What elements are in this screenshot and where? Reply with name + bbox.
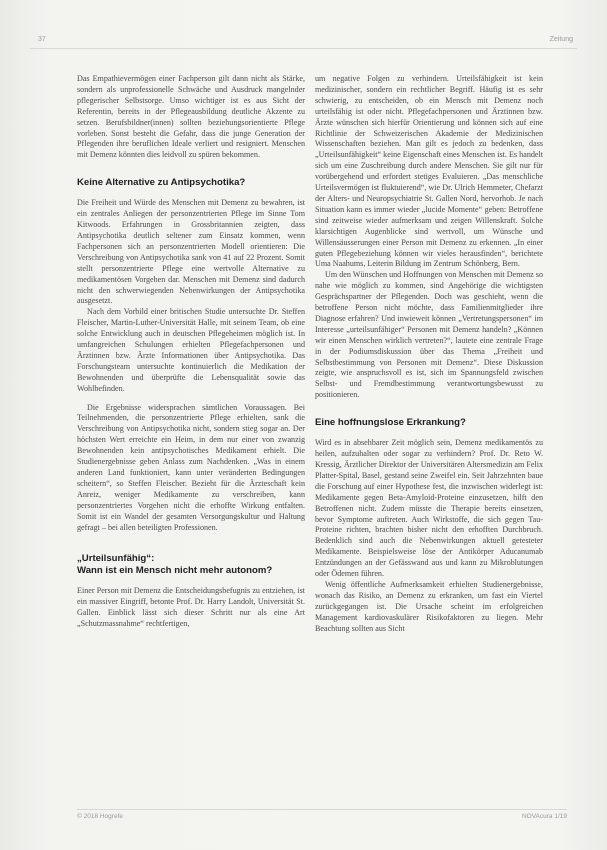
paragraph: Wird es in absehbarer Zeit möglich sein, Demenz medikamentös zu heilen, aufzuhalten oder sogar zu verhindern? Prof. Dr. Reto W. Kressig, Ärztlicher Direktor der Universitären Altersmedizin am Felix Platter-Spital, Basel, gestand seine Zweifel ein. Seit Jahrzehnten baue die Forschung auf einer Hypothese fest, die inzwischen widerlegt ist: Medikamente gegen Beta-Amyloid-Proteine einzusetzen, hilft den Betroffenen nicht. Zudem müsste die Therapie bereits einsetzen, bevor Symptome auftreten. Auch Wirkstoffe, die sich gegen Tau-Proteine richten, brachten bisher nicht den erhofften Durchbruch. Bedenklich sind auch die Nebenwirkungen aktuell getesteter Medikamente. Beispielsweise löse der Antikörper Aducanumab Entzündungen an der Gefässwand aus und kann zu Mikroblutungen oder Ödemen führen. — [315, 438, 543, 579]
paragraph: Wenig öffentliche Aufmerksamkeit erhielten Studienergebnisse, wonach das Risiko, an Demenz zu erkranken, um fast ein Viertel zurückgegangen ist. Die Ursache scheint im erfolgreichen Management kardiovaskulärer Risikofaktoren zu liegen. Mehr Beachtung sollten aus Sicht — [315, 579, 543, 633]
section-heading: Wann ist ein Mensch nicht mehr autonom? — [77, 565, 273, 577]
page-number: 37 — [38, 36, 46, 43]
paragraph: Die Freiheit und Würde des Menschen mit Demenz zu bewahren, ist ein zentrales Anliegen der personzentrierten Pflege im Sinne Tom Kitwoods. Erfahrungen in Grossbritannien zeigten, dass Antipsychotika deutlich seltener zum Einsatz kommen, wenn Fachpersonen sich an personzentrierten Modell orientieren: Die Verschreibung von Antipsychotika sank von 41 auf 22 Prozent. Somit stellt personzentrierte Pflege eine wertvolle Alternative zu medikamentösen Vorgehen dar. Menschen mit Demenz sind dadurch nicht den schwerwiegenden Nebenwirkungen der Antipsychotika ausgesetzt. — [77, 198, 305, 306]
footer-rule — [77, 809, 567, 810]
copyright: © 2018 Hogrefe — [77, 813, 123, 820]
paragraph: Nach dem Vorbild einer britischen Studie untersuchte Dr. Steffen Fleischer, Martin-Luther-Universität Halle, mit seinem Team, ob eine solche Entwicklung auch in deutschen Pflegeheimen möglich ist. In umfangreichen Schulungen erhielten Pflegefachpersonen und Ärztinnen bzw. Ärzte Informationen über Antipsychotika. Das Forschungsteam untersuchte kontinuierlich die Medikation der Bewohnenden und überprüfte die Lebensqualität sowie das Wohlbefinden. — [77, 307, 305, 393]
paragraph: Die Ergebnisse widersprachen sämtlichen Voraussagen. Bei Teilnehmenden, die personzentrierte Pflege erhielten, sank die Verschreibung von Antipsychotika nicht, sondern stieg sogar an. Der höchsten Wert erreichte ein Heim, in dem nur einer von zwanzig Bewohnenden kein antipsychotisches Medikament erhielt. Die Studienergebnisse geben Anlass zum Nachdenken. „Was in einem anderen Land funktioniert, kann unter veränderten Bedingungen scheitern“, so Steffen Fleischer. Bezieht für die Ärzteschaft kein Anreiz, weniger Medikamente zu verschreiben, kann personzentriertes Vorgehen nicht die erhoffte Wirkung entfalten. Somit ist ein Wandel der gesamten Versorgungskultur und Haltung gefragt – bei allen beteiligten Professionen. — [77, 402, 305, 532]
running-header — [30, 36, 577, 49]
right-column — [315, 74, 543, 635]
paragraph: um negative Folgen zu verhindern. Urteilsfähigkeit ist kein medizinischer, sondern ein rechtlicher Begriff. Häufig ist es sehr schwierig, zu entscheiden, ob ein Mensch mit Demenz noch urteilsfähig ist oder nicht. Pflegefachpersonen und Ärztinnen bzw. Ärzte wünschen sich hierfür Orientierung und können sich auf eine Richtlinie der Schweizerischen Akademie der Medizinischen Wissenschaften beziehen. Man gilt es jedoch zu bedenken, dass „Urteilsunfähigkeit“ keine Eigenschaft eines Menschen ist. Es handelt sich um eine Zuschreibung durch andere Menschen. Sie gilt nur für vorübergehend und erfordert stetiges Evaluieren. „Das menschliche Urteilsvermögen ist fluktuierend“, wie Dr. Ulrich Hemmeter, Chefarzt der Alters- und Neuropsychiatrie St. Gallen Nord, hervorhob. Je nach Situation kann es immer wieder „lucide Momente“ geben: Betroffene sind zeitweise wieder aufmerksam und zeigen Willenskraft. Solche klarsichtigen Augenblicke sind wertvoll, um Wünsche und Willensäusserungen einer Person mit Demenz zu erkennen. „In einer guten Pflegebeziehung können wir vieles herausfinden“, berichtete Uma Naahums, Leiterin Bildung im Zentrum Schönberg, Bern. — [315, 74, 543, 269]
paragraph: Das Empathievermögen einer Fachperson gilt dann nicht als Stärke, sondern als unprofessionelle Schwäche und Ausdruck mangelnder pflegerischer Selbstsorge. Umso wichtiger ist es aus Sicht der Referentin, bereits in der Pflegeausbildung deutliche Akzente zu setzen. Berufsbildner(innen) sollten beziehungsorientierte Pflege vorleben. Sonst besteht die Gefahr, dass die junge Generation der Pflegenden ihre beruflichen Ideale verliert und resigniert. Menschen mit Demenz könnten dies leidvoll zu spüren bekommen. — [77, 74, 305, 160]
journal-issue: NOVAcura 1/19 — [521, 813, 567, 820]
journal-title: Zeitung — [549, 36, 573, 43]
section-heading: Keine Alternative zu Antipsychotika? — [77, 177, 246, 189]
paragraph: Einer Person mit Demenz die Entscheidungsbefugnis zu entziehen, ist ein massiver Eingriff, betonte Prof. Dr. Harry Landolt, Universität St. Gallen. Einblick lässt sich dieser Schritt nur als eine Art „Schutzmassnahme“ rechtfertigen, — [77, 586, 305, 629]
section-heading: Eine hoffnungslose Erkrankung? — [315, 417, 466, 429]
paragraph: Um den Wünschen und Hoffnungen von Menschen mit Demenz so nahe wie möglich zu kommen, sind Angehörige die wichtigsten Gesprächspartner der Pflegenden. Doch was geschieht, wenn die betroffene Person nicht möchte, dass Familienmitglieder ihre Diagnose erfahren? Und inwieweit können „Vertretungspersonen“ im Interesse „urteilsunfähiger“ Personen mit Demenz handeln? „Können wir einen Menschen wirklich vertreten?“, lautete eine zentrale Frage in der Podiumsdiskussion über das Thema „Freiheit und Selbstbestimmung von Personen mit Demenz“. Diese Diskussion zeigte, wie anspruchsvoll es ist, sich im Spannungsfeld zwischen Selbst- und Fremdbestimmung verantwortungsbewusst zu positionieren. — [315, 270, 543, 400]
page-footer — [77, 813, 567, 820]
section-heading: „Urteilsunfähig“: — [77, 553, 155, 565]
left-column — [77, 74, 305, 630]
